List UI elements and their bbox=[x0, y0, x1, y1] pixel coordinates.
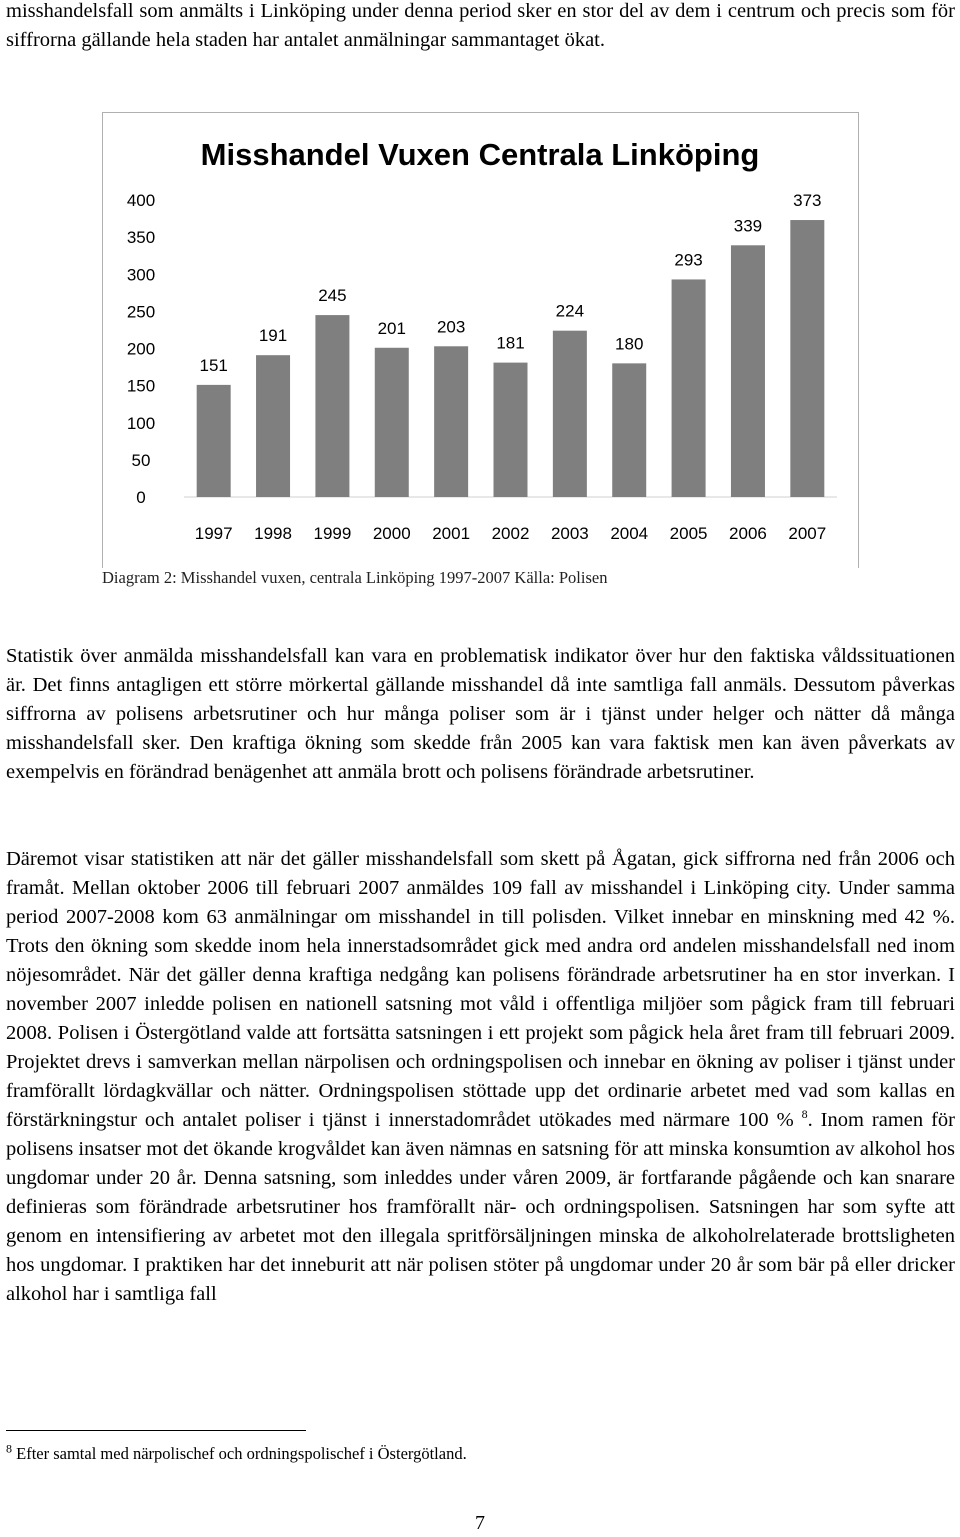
y-tick-label: 300 bbox=[126, 265, 156, 285]
footnote bbox=[6, 1441, 467, 1464]
y-tick-label: 350 bbox=[126, 228, 156, 248]
bar-2006 bbox=[731, 245, 765, 497]
x-tick-label: 2003 bbox=[550, 524, 589, 543]
footnote-separator bbox=[6, 1430, 306, 1431]
x-tick-label: 2002 bbox=[491, 524, 530, 543]
paragraph-intro: misshandelsfall som anmälts i Linköping under denna period sker en stor del av dem i centrum och precis som för siffrorna gällande hela staden har antalet anmälningar sammantaget ökat. bbox=[6, 0, 955, 51]
y-axis-ticks bbox=[127, 191, 155, 507]
page-number: 7 bbox=[475, 1512, 485, 1534]
bar-2002 bbox=[494, 363, 528, 497]
chart-caption: Diagram 2: Misshandel vuxen, centrala Linköping 1997-2007 Källa: Polisen bbox=[102, 568, 608, 587]
y-tick-label: 0 bbox=[136, 488, 146, 507]
x-tick-label: 1997 bbox=[194, 524, 233, 543]
y-tick-label: 200 bbox=[126, 339, 156, 359]
bar-2001 bbox=[434, 346, 468, 497]
paragraph-agatan bbox=[6, 845, 955, 1309]
x-tick-label: 2007 bbox=[788, 524, 827, 543]
x-tick-label: 1998 bbox=[254, 524, 292, 543]
paragraph-agatan-part1: Däremot visar statistiken att när det gäller misshandelsfall som skett på Ågatan, gick siffrorna ned från 2006 och framåt. Mellan oktober 2006 till februari 2007 anmäldes 109 fall av misshandel i Linköping city. Under samma period 2007-2008 kom 63 anmälningar om misshandel in till polisden. Vilket innebar en minskning med 42 %. Trots den ökning som skedde inom hela innerstadsområdet gick med andra ord andelen misshandelsfall ned inom nöjesområdet. När det gäller denna kraftiga nedgång kan polisens förändrade arbetsrutiner ha en stor inverkan. I november 2007 inledde polisen en nationell satsning mot våld i offentliga miljöer som pågick fram till februari 2008. Polisen i Östergötland valde att fortsätta satsningen i ett projekt som pågick hela året fram till februari 2009. Projektet drevs i samverkan mellan närpolisen och ordningspolisen och innebar en ökning av poliser i tjänst under framförallt lördagkvällar och nätter. Ordningspolisen stöttade upp det ordinarie arbetet med vad som kallas en förstärkningstur och antalet poliser i tjänst i innerstadområdet utökades med närmare 100 % bbox=[6, 848, 955, 1131]
bar-value-label: 181 bbox=[496, 333, 525, 353]
x-tick-label: 1999 bbox=[313, 524, 352, 543]
y-tick-label: 50 bbox=[131, 450, 151, 470]
bar-value-label: 245 bbox=[318, 286, 347, 306]
paragraph-agatan-part2: . Inom ramen för polisens insatser mot det ökande krogvåldet kan även nämnas en satsning för att minska konsumtion av alkohol hos ungdomar under 20 år. Denna satsning, som inleddes under våren 2009, är fortfarande pågående och kan snarare definieras som förändrade arbetsrutiner hos framförallt när- och ordningspolisen. Satsningen har som syfte att genom en intensifiering av arbetet mot den illegala spritförsäljningen minska de alkoholrelaterade brottsligheten hos ungdomar. I praktiken har det inneburit att när polisen stöter på ungdomar under 20 år som bär på eller dricker alkohol har i samtliga fall bbox=[6, 1109, 955, 1305]
y-tick-label: 400 bbox=[126, 191, 156, 210]
footnote-reference[interactable]: 8 bbox=[801, 1107, 808, 1122]
y-tick-label: 150 bbox=[126, 376, 156, 396]
x-tick-label: 2005 bbox=[669, 524, 708, 543]
bar-1999 bbox=[315, 315, 349, 497]
bar-value-label: 151 bbox=[199, 355, 228, 375]
bar-2005 bbox=[672, 279, 706, 497]
x-tick-label: 2006 bbox=[729, 524, 767, 543]
footnote-text: Efter samtal med närpolischef och ordningspolischef i Östergötland. bbox=[12, 1444, 467, 1463]
bar-value-label: 373 bbox=[793, 191, 822, 211]
y-tick-label: 250 bbox=[126, 302, 156, 322]
bar-2004 bbox=[612, 363, 646, 497]
bar-value-labels bbox=[199, 191, 821, 375]
bar-2007 bbox=[790, 220, 824, 497]
paragraph-statistics: Statistik över anmälda misshandelsfall kan vara en problematisk indikator över hur den faktiska våldssituationen är. Det finns antagligen ett större mörkertal gällande misshandel då inte samtliga fall anmäls. Dessutom påverkas siffrorna av polisens arbetsrutiner och hur många poliser som är i tjänst under helger och nätter då många misshandelsfall sker. Den kraftiga ökning som skedde från 2005 kan vara faktisk men kan även påverkats av exempelvis en förändrad benägenhet att anmäla brott och polisens förändrade arbetsrutiner. bbox=[6, 645, 955, 783]
chart-title: Misshandel Vuxen Centrala Linköping bbox=[200, 137, 760, 172]
x-tick-label: 2001 bbox=[432, 524, 471, 543]
bar-value-label: 180 bbox=[615, 334, 644, 354]
bars bbox=[197, 220, 825, 497]
bar-1997 bbox=[197, 385, 231, 497]
bar-value-label: 339 bbox=[733, 216, 763, 236]
bar-value-label: 203 bbox=[436, 317, 466, 337]
bar-value-label: 191 bbox=[258, 326, 288, 346]
bar-value-label: 201 bbox=[377, 318, 406, 338]
bar-value-label: 224 bbox=[555, 301, 585, 321]
bar-value-label: 293 bbox=[674, 250, 703, 270]
footnote-marker: 8 bbox=[6, 1441, 12, 1456]
x-tick-label: 2000 bbox=[372, 524, 411, 543]
x-axis-ticks bbox=[195, 524, 826, 543]
bar-1998 bbox=[256, 355, 290, 497]
bar-2003 bbox=[553, 331, 587, 497]
x-tick-label: 2004 bbox=[610, 524, 649, 543]
bar-2000 bbox=[375, 348, 409, 497]
bar-chart bbox=[102, 112, 859, 568]
y-tick-label: 100 bbox=[126, 413, 156, 433]
